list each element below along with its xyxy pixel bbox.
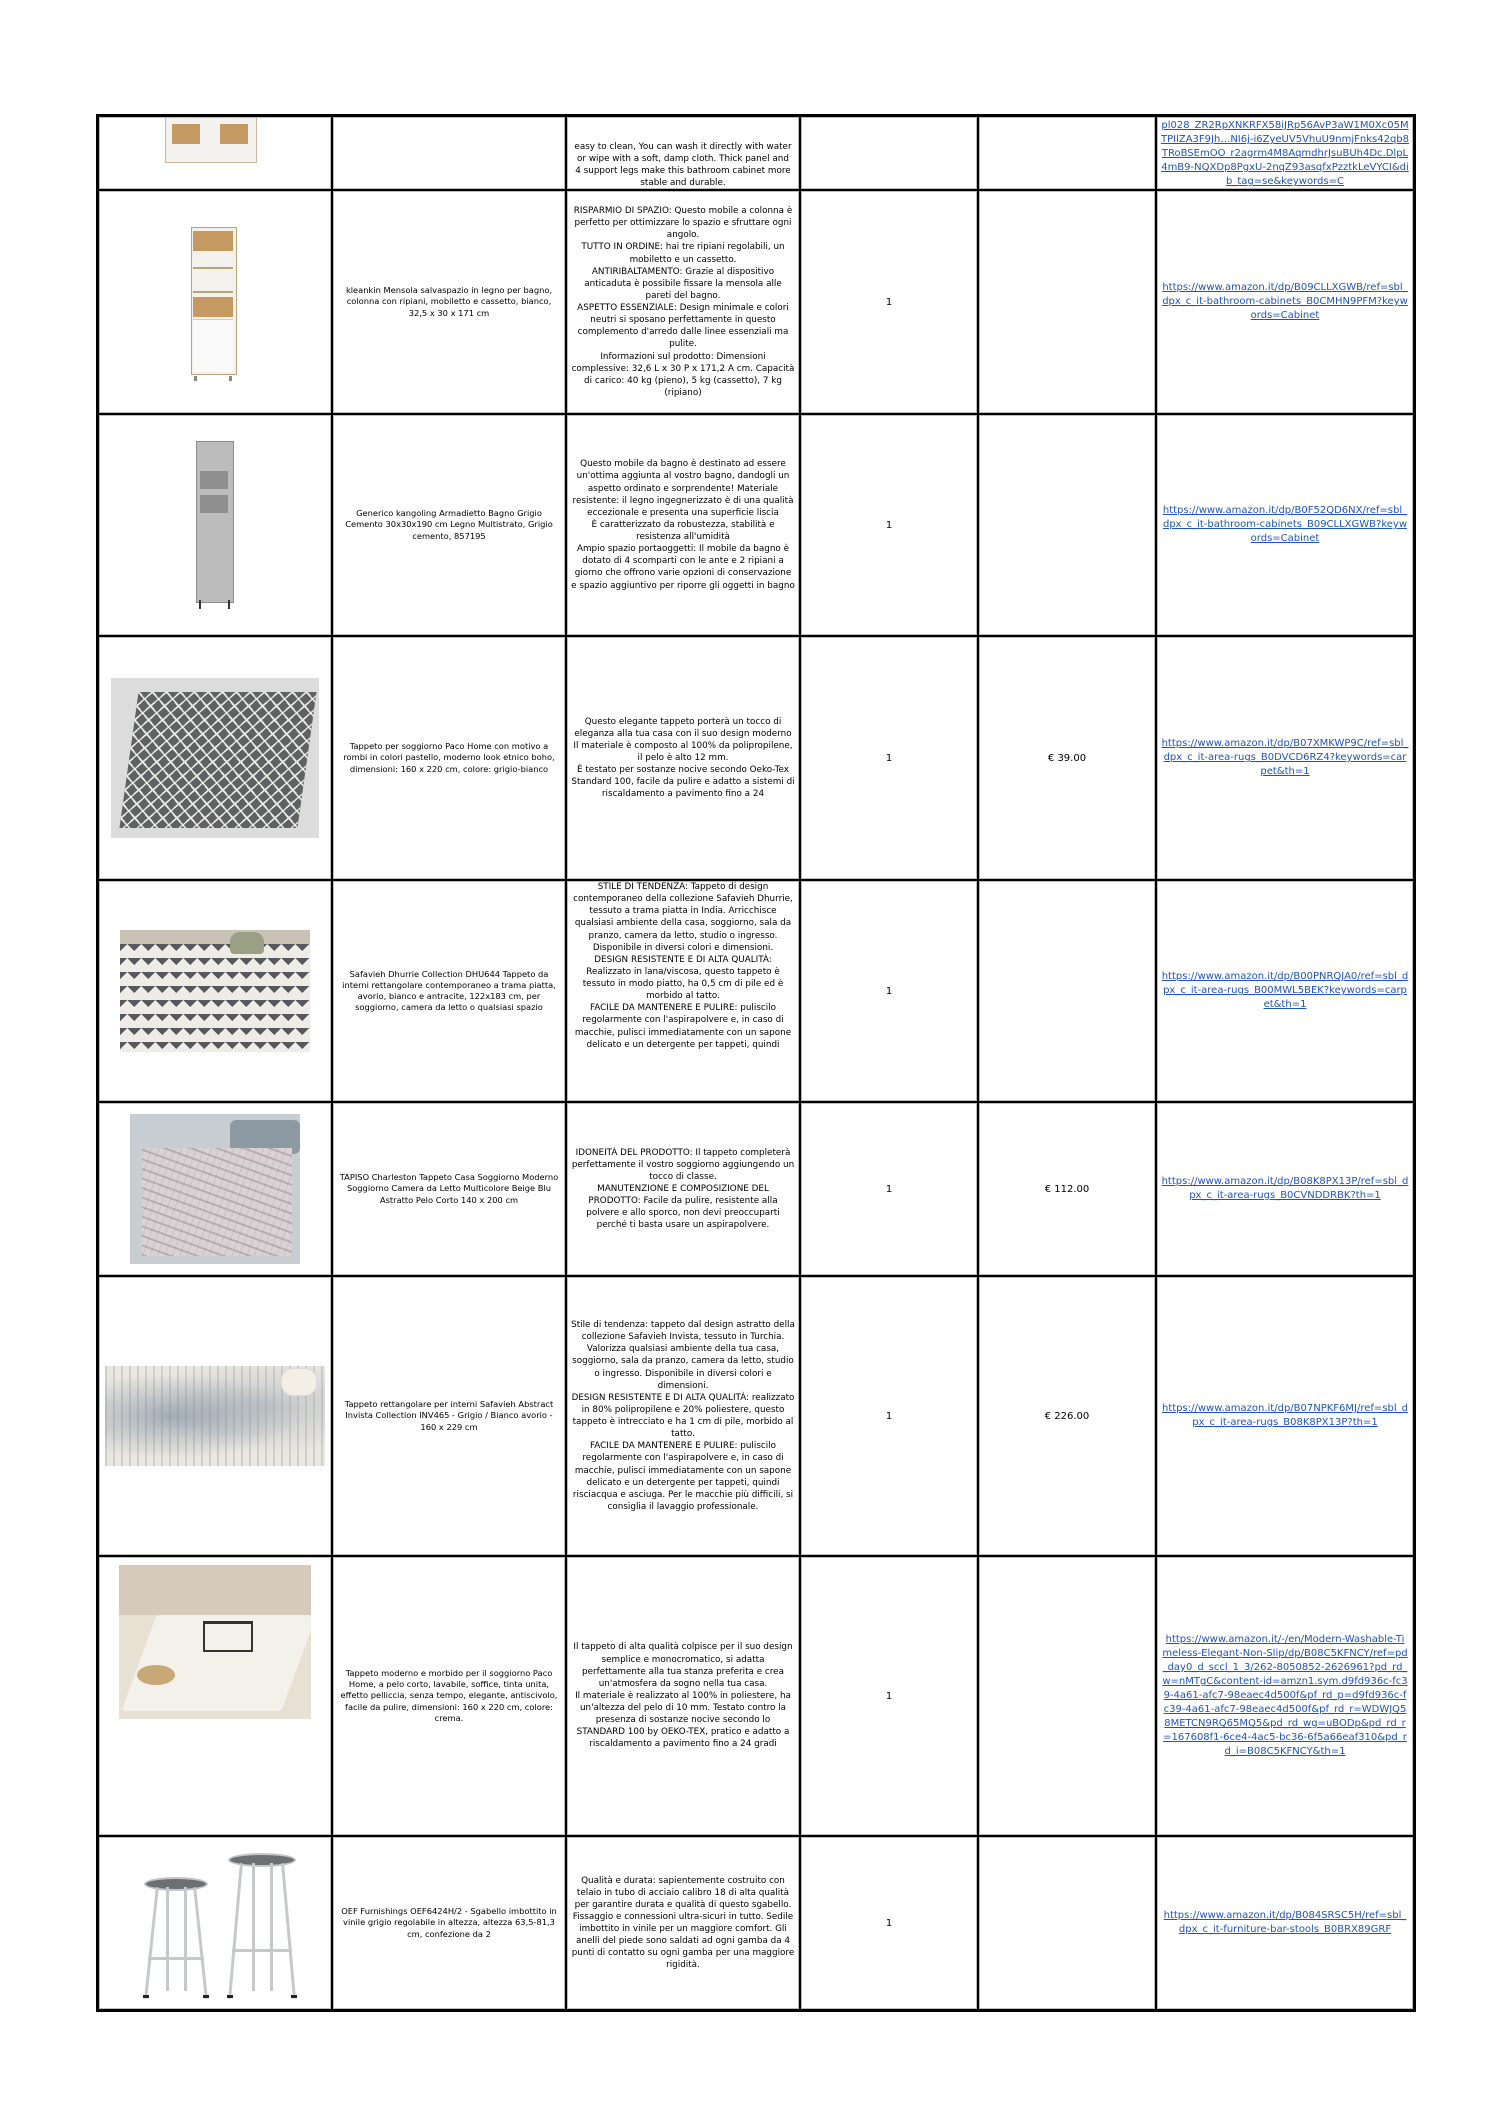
cream-shag-rug-image xyxy=(119,1565,311,1719)
product-image-cell xyxy=(98,1836,332,2010)
product-description-cell xyxy=(566,1102,800,1276)
product-description: STILE DI TENDENZA: Tappeto di design contemporaneo della collezione Safavieh Dhurrie, tessuto a trama piatta in India. Arricchisce qualsiasi ambiente della casa, soggiorno, sala da pranzo, camera da letto, studio o ingresso. Disponibile in diversi colori e dimensioni. DESIGN RESISTENTE E DI ALTA QUALITÀ: Realizzato in lana/viscosa, questo tappeto è tessuto in modo piatto, ha 0,5 cm di pile ed è morbido al tatto. FACILE DA MANTENERE E PULIRE: puliscilo regolarmente con l'aspirapolvere e, in caso di macchie, pulisci immediatamente con un sapone delicato e un detergente per tappeti, quindi xyxy=(573,882,793,1050)
price-cell xyxy=(978,414,1156,636)
product-description: RISPARMIO DI SPAZIO: Questo mobile a colonna è perfetto per ottimizzare lo spazio e sfruttare ogni angolo. TUTTO IN ORDINE: hai tre ripiani regolabili, un mobiletto e un cassetto. ANTIRIBALTAMENTO: Grazie al dispositivo anticaduta è possibile fissare la mensola alle pareti del bagno. ASPETTO ESSENZIALE: Design minimale e colori neutri si sposano perfettamente in questo complemento d'arredo dalle linee essenziali ma pulite. Informazioni sul prodotto: Dimensioni complessive: 32,6 L x 30 P x 171,2 A cm. Capacità di carico: 40 kg (pieno), 5 kg (cassetto), 7 kg (ripiano) xyxy=(571,206,795,398)
product-link[interactable]: https://www.amazon.it/dp/B07XMKWP9C/ref=sbl_dpx_c_it-area-rugs_B0DVCD6RZ4?keywords=carpet&th=1 xyxy=(1161,738,1409,777)
abstract-multicolor-rug-image xyxy=(130,1114,300,1264)
quantity-cell: 1 xyxy=(800,1102,978,1276)
product-link[interactable]: https://www.amazon.it/dp/B00PNRQJA0/ref=sbl_dpx_c_it-area-rugs_B00MWL5BEK?keywords=carpet&th=1 xyxy=(1161,971,1409,1010)
product-image-cell xyxy=(98,1276,332,1556)
bathroom-column-cabinet-image xyxy=(191,227,239,377)
product-description: Questo elegante tappeto porterà un tocco di eleganza alla tua casa con il suo design moderno Il materiale è composto al 100% da polipropilene, il pelo è alto 12 mm. È testato per sostanze nocive secondo Oeko-Tex Standard 100, facile da pulire e adatto a sistemi di riscaldamento a pavimento fino a 24 xyxy=(571,716,795,800)
product-link[interactable]: https://www.amazon.it/-/en/Modern-Washable-Timeless-Elegant-Non-Slip/dp/B08C5KFNCY/ref=pd_day0_d_sccl_1_3/262-8050852-2626961?pd_rd_w=nMTgC&content-id=amzn1.sym.d9fd936c-fc39-4a61-afc7-98eaec4d500f&pf_rd_p=d9fd936c-fc39-4a61-afc7-98eaec4d500f&pf_rd_r=WDWJQ58METCN9RQ65MQ5&pd_rd_wg=uBODp&pd_rd_r=167608f1-6ce4-4ac5-bc36-6f5a66eaf310&pd_rd_i=B08C5KFNCY&th=1 xyxy=(1162,1634,1408,1757)
product-description-cell xyxy=(566,1836,800,2010)
product-image-cell xyxy=(98,414,332,636)
table-row xyxy=(98,1102,1414,1276)
product-image-cell xyxy=(98,636,332,880)
product-image-cell xyxy=(98,116,332,190)
product-description-cell xyxy=(566,1276,800,1556)
product-description: easy to clean, You can wash it directly with water or wipe with a soft, damp cloth. Thick panel and 4 support legs make this bathroom cabinet more stable and durable. xyxy=(574,141,792,188)
product-description-cell xyxy=(566,880,800,1102)
product-description: Qualità e durata: sapientemente costruito con telaio in tubo di acciaio calibro 18 di alta qualità per garantire durata e qualità di questo sgabello. Fissaggio e connessioni ultra-sicuri in tutto. Sedile imbottito in vinile per un maggiore comfort. Gli anelli del piede sono saldati ad ogni gamba da 4 punti di contatto su ogni gamba per una maggiore rigidità. xyxy=(571,1875,795,1971)
product-link[interactable]: https://www.amazon.it/dp/B08K8PX13P/ref=sbl_dpx_c_it-area-rugs_B0CVNDDRBK?th=1 xyxy=(1161,1176,1409,1201)
table-row xyxy=(98,190,1414,414)
price-cell: € 39.00 xyxy=(978,636,1156,880)
product-description-cell xyxy=(566,190,800,414)
price-cell xyxy=(978,880,1156,1102)
link-cell xyxy=(1156,190,1414,414)
product-name-cell: Tappeto rettangolare per interni Safavieh Abstract Invista Collection INV465 - Grigio / Bianco avorio - 160 x 229 cm xyxy=(332,1276,566,1556)
bar-stools-image xyxy=(120,1843,310,2003)
link-cell xyxy=(1156,636,1414,880)
product-link[interactable]: pl028_ZR2RpXNKRFX58iJRp56AvP3aW1M0Xc05MTPIlZA3F9Jh…NI6j-i6ZyeUV5VhuU9nmjFnks42qb8TRoBSEmOO_r2agrm4M8AqmdhrJsuBUh4Dc.DlpL4mB9-NQXDp8PgxU-2nqZ93asqfxPzztkLeVYCI&dib_tag=se&keywords=C xyxy=(1161,120,1409,187)
link-cell xyxy=(1156,414,1414,636)
zigzag-rug-image xyxy=(120,930,310,1052)
product-image-cell xyxy=(98,1102,332,1276)
quantity-cell xyxy=(800,116,978,190)
quantity-cell: 1 xyxy=(800,880,978,1102)
link-cell xyxy=(1156,1102,1414,1276)
quantity-cell: 1 xyxy=(800,1556,978,1836)
product-name-cell: kleankin Mensola salvaspazio in legno per bagno, colonna con ripiani, mobiletto e cassetto, bianco, 32,5 x 30 x 171 cm xyxy=(332,190,566,414)
product-link[interactable]: https://www.amazon.it/dp/B07NPKF6MJ/ref=sbl_dpx_c_it-area-rugs_B08K8PX13P?th=1 xyxy=(1162,1403,1408,1428)
table-row xyxy=(98,1276,1414,1556)
table-row xyxy=(98,1556,1414,1836)
product-image-cell xyxy=(98,190,332,414)
table-row xyxy=(98,414,1414,636)
product-name-cell: Generico kangoling Armadietto Bagno Grigio Cemento 30x30x190 cm Legno Multistrato, Grigio cemento, 857195 xyxy=(332,414,566,636)
price-cell: € 112.00 xyxy=(978,1102,1156,1276)
price-cell xyxy=(978,1836,1156,2010)
product-table xyxy=(96,114,1416,2012)
product-name-cell: TAPISO Charleston Tappeto Casa Soggiorno Moderno Soggiorno Camera da Letto Multicolore Beige Blu Astratto Pelo Corto 140 x 200 cm xyxy=(332,1102,566,1276)
product-link[interactable]: https://www.amazon.it/dp/B0F52QD6NX/ref=sbl_dpx_c_it-bathroom-cabinets_B09CLLXGWB?keywords=Cabinet xyxy=(1162,505,1408,544)
price-cell xyxy=(978,190,1156,414)
product-description: Stile di tendenza: tappeto dal design astratto della collezione Safavieh Invista, tessuto in Turchia. Valorizza qualsiasi ambiente della tua casa, soggiorno, sala da pranzo, camera da letto, studio o ingresso. Disponibile in diversi colori e dimensioni. DESIGN RESISTENTE E DI ALTA QUALITÀ: realizzato in 80% polipropilene e 20% poliestere, questo tappeto è intrecciato e ha 1 cm di pile, morbido al tatto. FACILE DA MANTENERE E PULIRE: puliscilo regolarmente con l'aspirapolvere e, in caso di macchie, pulisci immediatamente con un sapone delicato e un detergente per tappeti, quindi risciacqua e asciuga. Per le macchie più difficili, si consiglia il lavaggio professionale. xyxy=(571,1320,795,1512)
price-cell xyxy=(978,1556,1156,1836)
diamond-pattern-rug-image xyxy=(111,678,319,838)
product-description-cell xyxy=(566,1556,800,1836)
product-link[interactable]: https://www.amazon.it/dp/B084SRSC5H/ref=sbl_dpx_c_it-furniture-bar-stools_B0BRX89GRF xyxy=(1163,1910,1407,1935)
product-image-cell xyxy=(98,1556,332,1836)
product-description: IDONEITÀ DEL PRODOTTO: Il tappeto completerà perfettamente il vostro soggiorno aggiungendo un tocco di classe. MANUTENZIONE E COMPOSIZIONE DEL PRODOTTO: Facile da pulire, resistente alla polvere e allo sporco, non devi preoccuparti perché ti basta usare un aspirapolvere. xyxy=(571,1147,795,1231)
product-description-cell xyxy=(566,414,800,636)
link-cell xyxy=(1156,880,1414,1102)
product-image-cell xyxy=(98,880,332,1102)
product-name-cell: Tappeto per soggiorno Paco Home con motivo a rombi in colori pastello, moderno look etnico boho, dimensioni: 160 x 220 cm, colore: grigio-bianco xyxy=(332,636,566,880)
bathroom-cabinet-partial-image xyxy=(165,117,257,163)
quantity-cell: 1 xyxy=(800,190,978,414)
product-link[interactable]: https://www.amazon.it/dp/B09CLLXGWB/ref=sbl_dpx_c_it-bathroom-cabinets_B0CMHN9PFM?keywords=Cabinet xyxy=(1162,282,1408,321)
link-cell xyxy=(1156,1276,1414,1556)
link-cell xyxy=(1156,1836,1414,2010)
product-description-cell xyxy=(566,116,800,190)
quantity-cell: 1 xyxy=(800,1836,978,2010)
product-name-cell: OEF Furnishings OEF6424H/2 - Sgabello imbottito in vinile grigio regolabile in altezza, altezza 63,5-81,3 cm, confezione da 2 xyxy=(332,1836,566,2010)
quantity-cell: 1 xyxy=(800,636,978,880)
product-description: Questo mobile da bagno è destinato ad essere un'ottima aggiunta al vostro bagno, dandogli un aspetto ordinato e sorprendente! Materiale resistente: il legno ingegnerizzato è di una qualità eccezionale e presenta una superficie liscia È caratterizzato da robustezza, stabilità e resistenza all'umidità Ampio spazio portaoggetti: Il mobile da bagno è dotato di 4 scomparti con le ante e 2 ripiani a giorno che offrono varie opzioni di conservazione e spazio aggiuntivo per riporre gli oggetti in bagno xyxy=(571,459,795,591)
table-row xyxy=(98,880,1414,1102)
product-name-cell xyxy=(332,116,566,190)
price-cell xyxy=(978,116,1156,190)
table-row xyxy=(98,636,1414,880)
abstract-grey-ivory-rug-image xyxy=(105,1366,325,1466)
table-row xyxy=(98,1836,1414,2010)
quantity-cell: 1 xyxy=(800,1276,978,1556)
quantity-cell: 1 xyxy=(800,414,978,636)
product-description-cell xyxy=(566,636,800,880)
grey-tall-cabinet-image xyxy=(196,441,234,609)
table-row xyxy=(98,116,1414,190)
price-cell: € 226.00 xyxy=(978,1276,1156,1556)
link-cell xyxy=(1156,116,1414,190)
product-name-cell: Safavieh Dhurrie Collection DHU644 Tappeto da interni rettangolare contemporaneo a trama piatta, avorio, bianco e antracite, 122x183 cm, per soggiorno, camera da letto o qualsiasi spazio xyxy=(332,880,566,1102)
product-description: Il tappeto di alta qualità colpisce per il suo design semplice e monocromatico, si adatta perfettamente alla tua stanza preferita e crea un'atmosfera da sogno nella tua casa. Il materiale è realizzato al 100% in poliestere, ha un'altezza del pelo di 10 mm. Testato contro la presenza di sostanze nocive secondo lo STANDARD 100 by OEKO-TEX, pratico e adatto a riscaldamento a pavimento fino a 24 gradi xyxy=(573,1642,793,1750)
product-name-cell: Tappeto moderno e morbido per il soggiorno Paco Home, a pelo corto, lavabile, soffice, tinta unita, effetto pelliccia, senza tempo, elegante, antiscivolo, facile da pulire, dimensioni: 160 x 220 cm, colore: crema. xyxy=(332,1556,566,1836)
link-cell xyxy=(1156,1556,1414,1836)
